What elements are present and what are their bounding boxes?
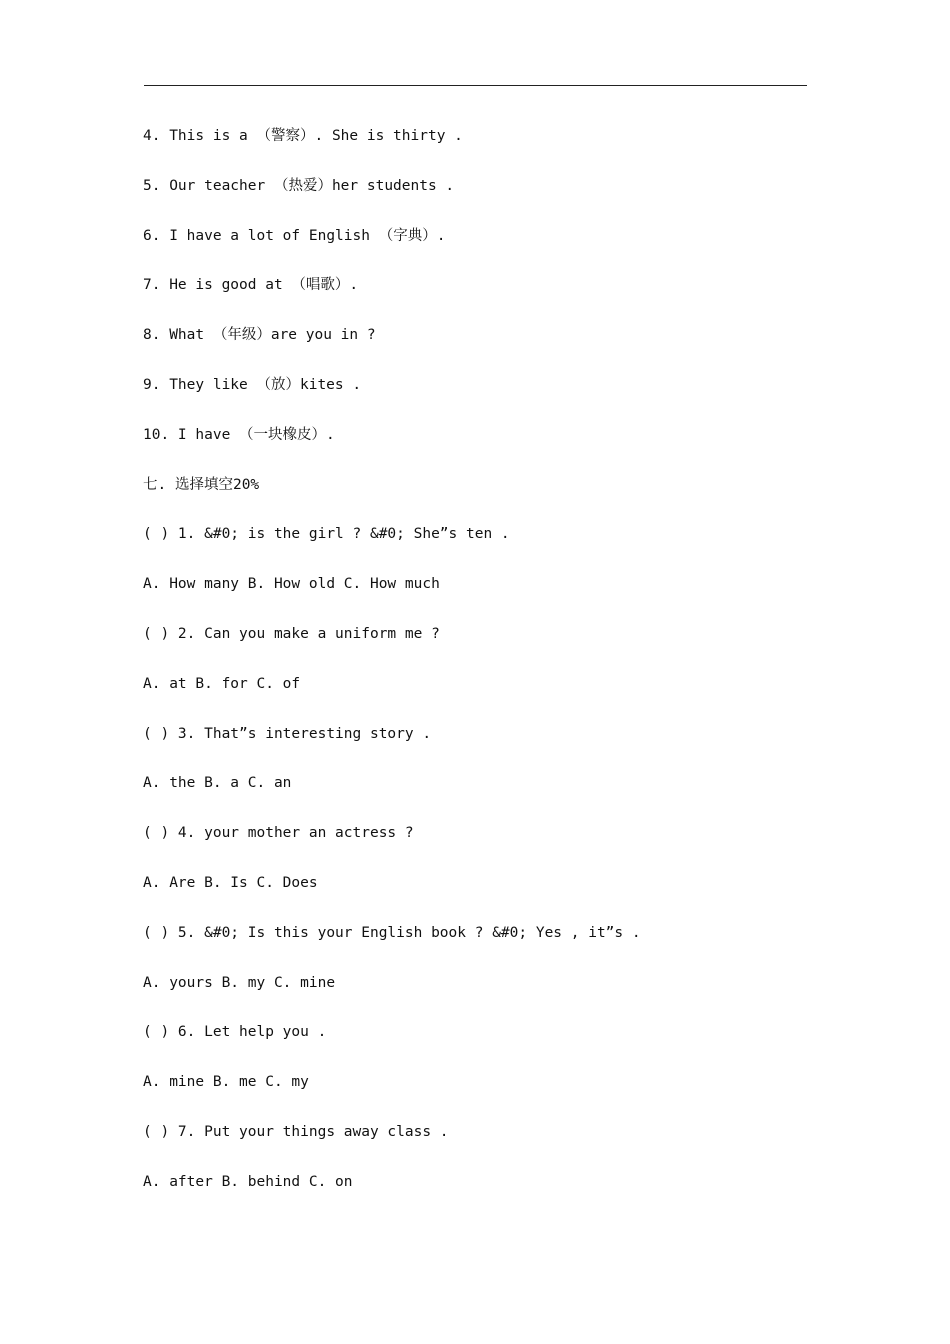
choice-options-5: A. yours B. my C. mine xyxy=(143,974,336,991)
choice-options-2: A. at B. for C. of xyxy=(143,675,301,692)
choice-question-4: ( ) 4. your mother an actress ? xyxy=(143,825,414,842)
choice-options-4: A. Are B. Is C. Does xyxy=(143,874,318,891)
question-line-10: 10. I have （一块橡皮）. xyxy=(143,426,335,443)
choice-options-3: A. the B. a C. an xyxy=(143,775,292,792)
question-line-5: 5. Our teacher （热爱）her students . xyxy=(143,177,455,194)
choice-question-1: ( ) 1. &#0; is the girl ? &#0; She”s ten . xyxy=(143,526,510,543)
document-body xyxy=(143,124,823,1220)
choice-question-6: ( ) 6. Let help you . xyxy=(143,1024,327,1041)
choice-question-2: ( ) 2. Can you make a uniform me ? xyxy=(143,625,440,642)
choice-question-3: ( ) 3. That”s interesting story . xyxy=(143,725,432,742)
question-line-4: 4. This is a （警察）. She is thirty . xyxy=(143,128,463,144)
question-line-8: 8. What （年级）are you in ? xyxy=(143,327,376,344)
choice-options-6: A. mine B. me C. my xyxy=(143,1074,309,1091)
header-rule xyxy=(144,85,807,86)
choice-question-7: ( ) 7. Put your things away class . xyxy=(143,1123,449,1140)
question-line-6: 6. I have a lot of English （字典）. xyxy=(143,227,446,244)
question-line-7: 7. He is good at （唱歌）. xyxy=(143,277,359,294)
choice-options-1: A. How many B. How old C. How much xyxy=(143,576,440,593)
question-line-9: 9. They like （放）kites . xyxy=(143,376,362,393)
choice-options-7: A. after B. behind C. on xyxy=(143,1173,353,1190)
choice-question-5: ( ) 5. &#0; Is this your English book ? &#0; Yes , it”s . xyxy=(143,924,641,941)
section-heading: 七. 选择填空20% xyxy=(143,476,260,493)
